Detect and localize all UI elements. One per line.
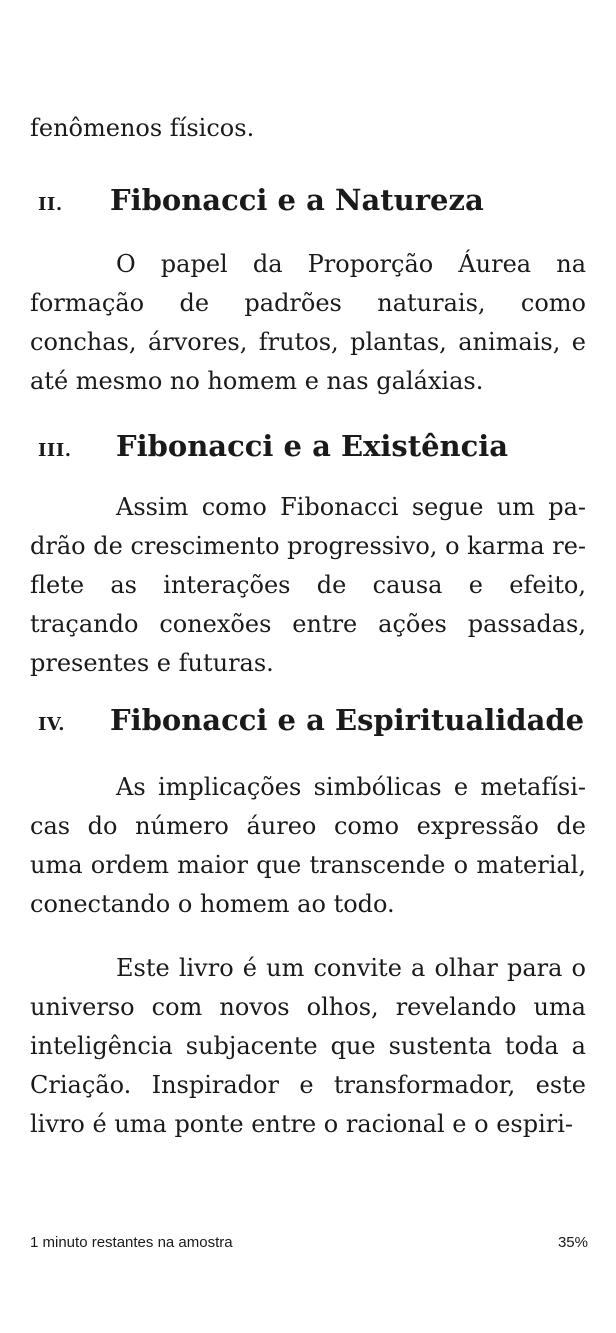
section-heading-iii xyxy=(30,426,586,466)
section-body-iv: As implicações simbólicas e metafísicas do número áureo como expressão de uma ordem maior que transcende o material, conectando o homem ao todo. xyxy=(30,773,586,918)
time-remaining-label: 1 minuto restantes na amostra xyxy=(30,1234,233,1251)
section-title: Fibonacci e a Existência xyxy=(116,429,509,463)
section-title: Fibonacci e a Espiritualidade xyxy=(110,703,585,737)
section-body-iii: Assim como Fibonacci segue um padrão de crescimento progressivo, o karma reflete as interações de causa e efeito, traçando conexões entre ações passadas, presentes e futuras. xyxy=(30,493,586,677)
progress-percent: 35% xyxy=(557,1234,588,1251)
section-numeral: II. xyxy=(38,194,63,215)
continuation-text: fenômenos físicos. xyxy=(30,114,255,142)
section-numeral: III. xyxy=(38,440,72,461)
section-numeral: IV. xyxy=(38,714,66,735)
section-title: Fibonacci e a Natureza xyxy=(110,183,484,217)
section-heading-iv xyxy=(30,700,586,740)
closing-paragraph: Este livro é um convite a olhar para o universo com novos olhos, revelando uma inteligência subjacente que sustenta toda a Criação. Inspirador e transformador, este livro é uma ponte entre o racional e o espiri- xyxy=(30,954,586,1138)
section-body-ii: O papel da Proporção Áurea na formação de padrões naturais, como conchas, árvores, frutos, plantas, animais, e até mesmo no homem e nas galáxias. xyxy=(30,250,586,395)
section-heading-ii xyxy=(30,180,586,220)
reading-footer xyxy=(30,1234,588,1251)
